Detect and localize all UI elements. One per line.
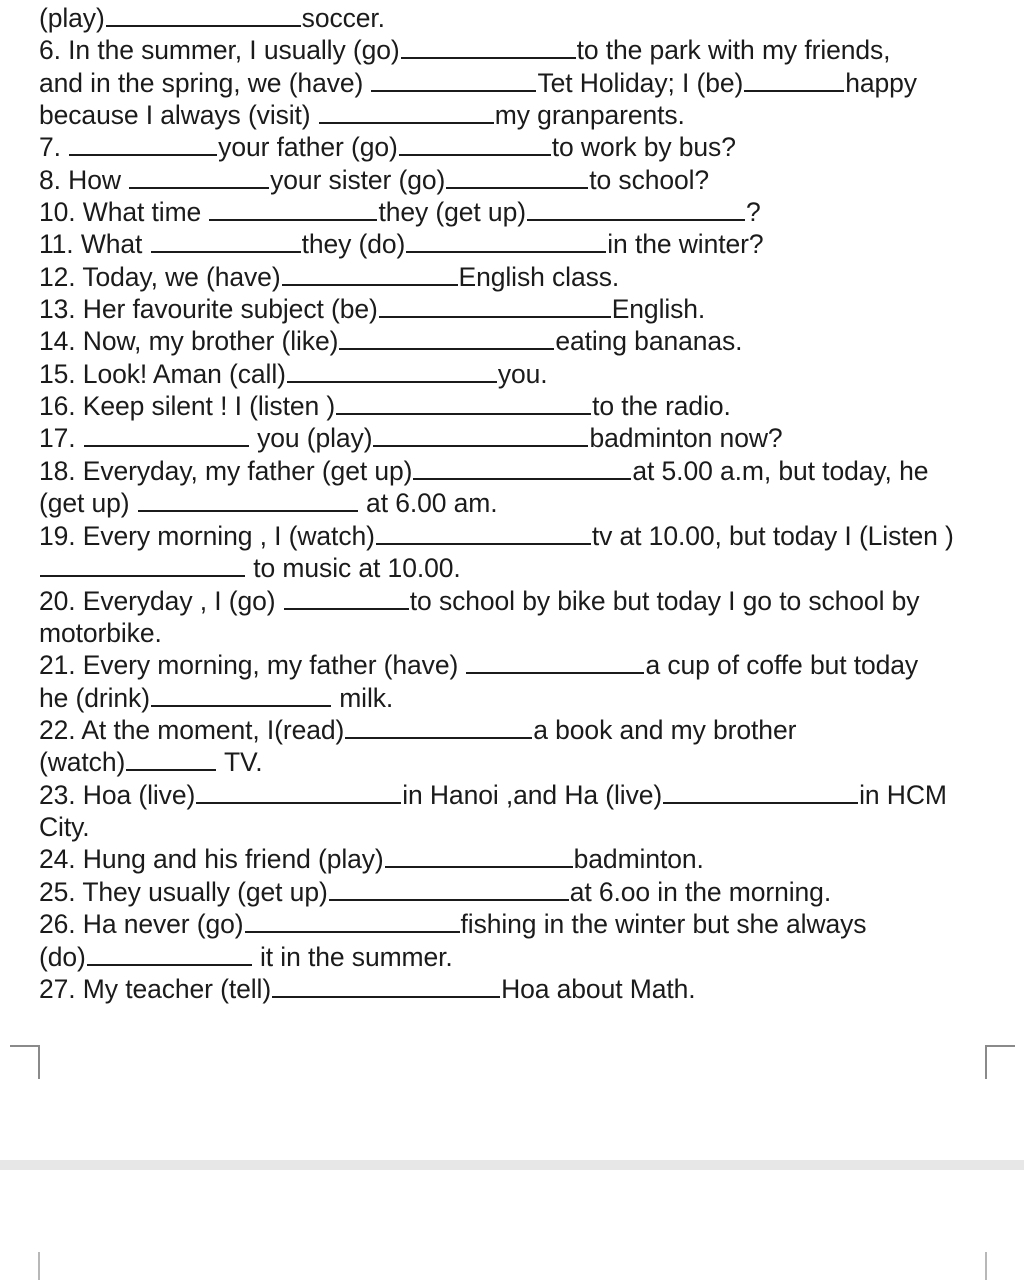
worksheet-text-segment: badminton now? xyxy=(589,423,783,453)
answer-blank[interactable] xyxy=(385,844,573,868)
worksheet-line xyxy=(39,649,1014,681)
answer-blank[interactable] xyxy=(272,974,500,998)
worksheet-text-segment: to the radio. xyxy=(592,391,731,421)
answer-blank[interactable] xyxy=(284,586,409,610)
worksheet-text-segment: 14. Now, my brother (like) xyxy=(39,326,339,356)
worksheet-text-segment: motorbike. xyxy=(39,618,162,648)
worksheet-line xyxy=(39,843,1014,875)
worksheet-text-segment: tv at 10.00, but today I (Listen ) xyxy=(591,521,954,551)
worksheet-text-segment: ? xyxy=(745,197,761,227)
worksheet-line xyxy=(39,973,1014,1005)
answer-blank[interactable] xyxy=(40,553,245,577)
worksheet-text-segment: 21. Every morning, my father (have) xyxy=(39,650,466,680)
worksheet-text-segment: 23. Hoa (live) xyxy=(39,780,196,810)
worksheet-text-segment: (get up) xyxy=(39,488,137,518)
worksheet-line xyxy=(39,390,1014,422)
worksheet-line xyxy=(39,164,1014,196)
answer-blank[interactable] xyxy=(151,229,301,253)
answer-blank[interactable] xyxy=(138,488,358,512)
worksheet-text-segment: 15. Look! Aman (call) xyxy=(39,359,286,389)
worksheet-line xyxy=(39,682,1014,714)
answer-blank[interactable] xyxy=(319,100,494,124)
worksheet-text-segment: 7. xyxy=(39,132,69,162)
answer-blank[interactable] xyxy=(87,942,252,966)
worksheet-line xyxy=(39,67,1014,99)
worksheet-text-segment: you. xyxy=(497,359,548,389)
worksheet-text-segment: at 6.00 am. xyxy=(358,488,498,518)
worksheet-line xyxy=(39,325,1014,357)
worksheet-text-segment: in Hanoi ,and Ha (live) xyxy=(402,780,663,810)
worksheet-text-segment: City. xyxy=(39,812,90,842)
answer-blank[interactable] xyxy=(466,650,644,674)
worksheet-text-segment: 10. What time xyxy=(39,197,209,227)
answer-blank[interactable] xyxy=(379,294,611,318)
worksheet-text-segment: soccer. xyxy=(301,3,385,33)
worksheet-text-segment: to school by bike but today I go to school by xyxy=(409,586,920,616)
next-page-corner-mark-right xyxy=(985,1252,987,1280)
worksheet-text-segment: 20. Everyday , I (go) xyxy=(39,586,283,616)
worksheet-text-segment: eating bananas. xyxy=(555,326,743,356)
answer-blank[interactable] xyxy=(399,132,551,156)
page-corner-mark-right xyxy=(985,1045,1015,1079)
answer-blank[interactable] xyxy=(339,326,554,350)
answer-blank[interactable] xyxy=(446,165,588,189)
worksheet-text-segment: 8. How xyxy=(39,165,129,195)
worksheet-text-segment: they (do) xyxy=(301,229,406,259)
worksheet-text-segment: at 5.00 a.m, but today, he xyxy=(632,456,929,486)
worksheet-line xyxy=(39,746,1014,778)
worksheet-text-segment: 25. They usually (get up) xyxy=(39,877,328,907)
worksheet-line xyxy=(39,2,1014,34)
worksheet-line xyxy=(39,617,1014,649)
answer-blank[interactable] xyxy=(151,683,331,707)
answer-blank[interactable] xyxy=(744,68,844,92)
worksheet-text-segment: 13. Her favourite subject (be) xyxy=(39,294,378,324)
worksheet-text-segment: badminton. xyxy=(573,844,704,874)
worksheet-line xyxy=(39,261,1014,293)
worksheet-text-segment: to school? xyxy=(589,165,710,195)
worksheet-line xyxy=(39,228,1014,260)
worksheet-text-segment: and in the spring, we (have) xyxy=(39,68,371,98)
worksheet-text-segment: 19. Every morning , I (watch) xyxy=(39,521,375,551)
worksheet-line xyxy=(39,358,1014,390)
next-page xyxy=(0,1170,1024,1280)
page-corner-mark-left xyxy=(10,1045,40,1079)
worksheet-text-segment: to work by bus? xyxy=(551,132,736,162)
worksheet-text-segment: it in the summer. xyxy=(252,942,453,972)
worksheet-line xyxy=(39,714,1014,746)
worksheet-text-segment: in the winter? xyxy=(607,229,764,259)
worksheet-text-segment: 22. At the moment, I(read) xyxy=(39,715,345,745)
answer-blank[interactable] xyxy=(373,423,588,447)
worksheet-line xyxy=(39,487,1014,519)
worksheet-text-segment: happy xyxy=(845,68,917,98)
worksheet-line xyxy=(39,908,1014,940)
answer-blank[interactable] xyxy=(196,780,401,804)
worksheet-text-segment: your sister (go) xyxy=(270,165,446,195)
worksheet-text-segment: 24. Hung and his friend (play) xyxy=(39,844,384,874)
page-separator xyxy=(0,1160,1024,1170)
worksheet-text-segment: (play) xyxy=(39,3,105,33)
answer-blank[interactable] xyxy=(126,747,216,771)
worksheet-text-segment: to music at 10.00. xyxy=(246,553,461,583)
answer-blank[interactable] xyxy=(129,165,269,189)
worksheet-text-segment: 12. Today, we (have) xyxy=(39,262,281,292)
answer-blank[interactable] xyxy=(336,391,591,415)
worksheet-text-segment: your father (go) xyxy=(218,132,398,162)
worksheet-text-segment: he (drink) xyxy=(39,683,150,713)
worksheet-text-segment: they (get up) xyxy=(378,197,526,227)
worksheet-text-segment: because I always (visit) xyxy=(39,100,318,130)
answer-blank[interactable] xyxy=(245,909,460,933)
answer-blank[interactable] xyxy=(406,229,606,253)
worksheet-line xyxy=(39,941,1014,973)
answer-blank[interactable] xyxy=(69,132,217,156)
answer-blank[interactable] xyxy=(345,715,532,739)
worksheet-text-segment: a cup of coffe but today xyxy=(645,650,919,680)
answer-blank[interactable] xyxy=(371,68,536,92)
worksheet-text-segment: 18. Everyday, my father (get up) xyxy=(39,456,413,486)
worksheet-text-segment: 17. xyxy=(39,423,83,453)
worksheet-text-segment: Tet Holiday; I (be) xyxy=(537,68,744,98)
worksheet-text-segment: milk. xyxy=(331,683,394,713)
worksheet-line xyxy=(39,422,1014,454)
worksheet-line xyxy=(39,196,1014,228)
worksheet-text-segment: English class. xyxy=(458,262,620,292)
worksheet-text-segment: Hoa about Math. xyxy=(501,974,696,1004)
answer-blank[interactable] xyxy=(282,262,458,286)
answer-blank[interactable] xyxy=(106,3,301,27)
worksheet-line xyxy=(39,552,1014,584)
worksheet-line xyxy=(39,131,1014,163)
answer-blank[interactable] xyxy=(84,423,249,447)
worksheet-line xyxy=(39,99,1014,131)
answer-blank[interactable] xyxy=(413,456,631,480)
worksheet-line xyxy=(39,455,1014,487)
worksheet-line xyxy=(39,34,1014,66)
worksheet-text-segment: my granparents. xyxy=(494,100,685,130)
worksheet-text-segment: 11. What xyxy=(39,229,150,259)
worksheet-text-segment: 6. In the summer, I usually (go) xyxy=(39,35,400,65)
worksheet-line xyxy=(39,293,1014,325)
worksheet-text-segment: fishing in the winter but she always xyxy=(460,909,867,939)
worksheet-text-segment: English. xyxy=(611,294,706,324)
worksheet-line xyxy=(39,585,1014,617)
worksheet-line xyxy=(39,520,1014,552)
worksheet-line xyxy=(39,811,1014,843)
answer-blank[interactable] xyxy=(663,780,858,804)
answer-blank[interactable] xyxy=(287,359,497,383)
answer-blank[interactable] xyxy=(329,877,569,901)
worksheet-text-segment: at 6.oo in the morning. xyxy=(569,877,832,907)
worksheet-line xyxy=(39,876,1014,908)
worksheet-text-segment: you (play) xyxy=(249,423,373,453)
worksheet-text-segment: 16. Keep silent ! I (listen ) xyxy=(39,391,336,421)
worksheet-text-segment: TV. xyxy=(217,747,263,777)
next-page-corner-mark-left xyxy=(38,1252,40,1280)
worksheet-text-segment: (watch) xyxy=(39,747,126,777)
answer-blank[interactable] xyxy=(527,197,745,221)
worksheet-text-segment: (do) xyxy=(39,942,86,972)
worksheet-text-segment: in HCM xyxy=(859,780,947,810)
worksheet-line xyxy=(39,779,1014,811)
worksheet-text-segment: to the park with my friends, xyxy=(576,35,891,65)
answer-blank[interactable] xyxy=(401,35,576,59)
worksheet-text-segment: 27. My teacher (tell) xyxy=(39,974,272,1004)
worksheet-text-segment: a book and my brother xyxy=(533,715,797,745)
worksheet-text-segment: 26. Ha never (go) xyxy=(39,909,244,939)
answer-blank[interactable] xyxy=(376,521,591,545)
answer-blank[interactable] xyxy=(209,197,377,221)
